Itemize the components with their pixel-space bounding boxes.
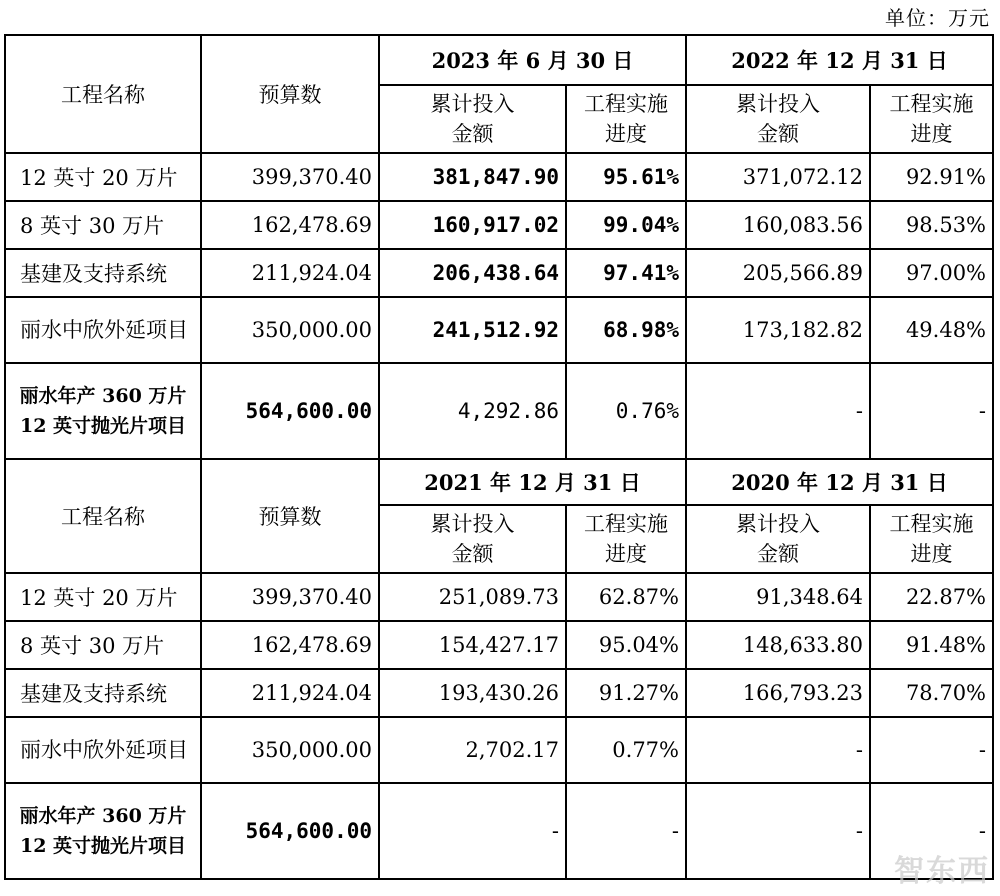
progress-value: 91.48% — [870, 621, 993, 669]
budget-value: 564,600.00 — [201, 783, 379, 879]
budget-value: 399,370.40 — [201, 153, 379, 201]
amount-value: 206,438.64 — [379, 249, 566, 297]
progress-value: 95.61% — [566, 153, 686, 201]
period-header: 2020 年 12 月 31 日 — [686, 459, 993, 505]
table-row — [5, 201, 993, 249]
budget-value: 350,000.00 — [201, 297, 379, 363]
construction-progress-table — [4, 34, 994, 880]
table-row — [5, 669, 993, 717]
section-2-header-row — [5, 459, 993, 505]
progress-value: 97.41% — [566, 249, 686, 297]
progress-value: 91.27% — [566, 669, 686, 717]
budget-value: 162,478.69 — [201, 201, 379, 249]
progress-value: 98.53% — [870, 201, 993, 249]
amount-col-header: 累计投入金额 — [686, 505, 870, 573]
amount-value: 371,072.12 — [686, 153, 870, 201]
amount-value: - — [686, 363, 870, 459]
period-header: 2023 年 6 月 30 日 — [379, 35, 686, 85]
progress-value: - — [566, 783, 686, 879]
amount-value: 148,633.80 — [686, 621, 870, 669]
amount-value: 4,292.86 — [379, 363, 566, 459]
amount-value: - — [379, 783, 566, 879]
project-name: 8 英寸 30 万片 — [5, 621, 201, 669]
amount-value: 166,793.23 — [686, 669, 870, 717]
amount-value: 205,566.89 — [686, 249, 870, 297]
project-name: 12 英寸 20 万片 — [5, 573, 201, 621]
table-row — [5, 297, 993, 363]
project-name: 基建及支持系统 — [5, 669, 201, 717]
progress-value: 62.87% — [566, 573, 686, 621]
budget-col-header: 预算数 — [201, 35, 379, 153]
progress-value: 97.00% — [870, 249, 993, 297]
table-row — [5, 153, 993, 201]
budget-value: 350,000.00 — [201, 717, 379, 783]
table-row — [5, 783, 993, 879]
amount-value: - — [686, 717, 870, 783]
amount-value: - — [686, 783, 870, 879]
progress-value: 0.76% — [566, 363, 686, 459]
project-name: 基建及支持系统 — [5, 249, 201, 297]
progress-col-header: 工程实施进度 — [566, 505, 686, 573]
progress-value: 95.04% — [566, 621, 686, 669]
budget-value: 162,478.69 — [201, 621, 379, 669]
amount-col-header: 累计投入金额 — [379, 505, 566, 573]
table-row — [5, 249, 993, 297]
table-row — [5, 573, 993, 621]
progress-value: 68.98% — [566, 297, 686, 363]
progress-value: 92.91% — [870, 153, 993, 201]
amount-col-header: 累计投入金额 — [686, 85, 870, 153]
progress-value: 22.87% — [870, 573, 993, 621]
amount-value: 2,702.17 — [379, 717, 566, 783]
name-col-header: 工程名称 — [5, 459, 201, 573]
table-row — [5, 363, 993, 459]
period-header: 2021 年 12 月 31 日 — [379, 459, 686, 505]
project-name: 丽水年产 360 万片 12 英寸抛光片项目 — [5, 363, 201, 459]
progress-value: - — [870, 783, 993, 879]
progress-value: 78.70% — [870, 669, 993, 717]
project-name: 丽水中欣外延项目 — [5, 717, 201, 783]
amount-value: 160,083.56 — [686, 201, 870, 249]
budget-value: 211,924.04 — [201, 249, 379, 297]
amount-value: 154,427.17 — [379, 621, 566, 669]
period-header: 2022 年 12 月 31 日 — [686, 35, 993, 85]
amount-value: 251,089.73 — [379, 573, 566, 621]
progress-value: 0.77% — [566, 717, 686, 783]
progress-value: - — [870, 363, 993, 459]
project-name: 丽水年产 360 万片 12 英寸抛光片项目 — [5, 783, 201, 879]
amount-value: 193,430.26 — [379, 669, 566, 717]
name-col-header: 工程名称 — [5, 35, 201, 153]
amount-value: 381,847.90 — [379, 153, 566, 201]
table-row — [5, 717, 993, 783]
amount-value: 173,182.82 — [686, 297, 870, 363]
budget-value: 399,370.40 — [201, 573, 379, 621]
progress-value: 49.48% — [870, 297, 993, 363]
progress-col-header: 工程实施进度 — [870, 505, 993, 573]
project-name: 8 英寸 30 万片 — [5, 201, 201, 249]
project-name: 丽水中欣外延项目 — [5, 297, 201, 363]
budget-value: 211,924.04 — [201, 669, 379, 717]
section-1-header-row — [5, 35, 993, 85]
progress-col-header: 工程实施进度 — [566, 85, 686, 153]
amount-value: 91,348.64 — [686, 573, 870, 621]
budget-col-header: 预算数 — [201, 459, 379, 573]
progress-value: 99.04% — [566, 201, 686, 249]
budget-value: 564,600.00 — [201, 363, 379, 459]
project-name: 12 英寸 20 万片 — [5, 153, 201, 201]
amount-col-header: 累计投入金额 — [379, 85, 566, 153]
progress-col-header: 工程实施进度 — [870, 85, 993, 153]
progress-value: - — [870, 717, 993, 783]
amount-value: 241,512.92 — [379, 297, 566, 363]
watermark-logo: 智东西 — [894, 854, 990, 889]
table-row — [5, 621, 993, 669]
amount-value: 160,917.02 — [379, 201, 566, 249]
unit-label: 单位：万元 — [885, 6, 990, 30]
